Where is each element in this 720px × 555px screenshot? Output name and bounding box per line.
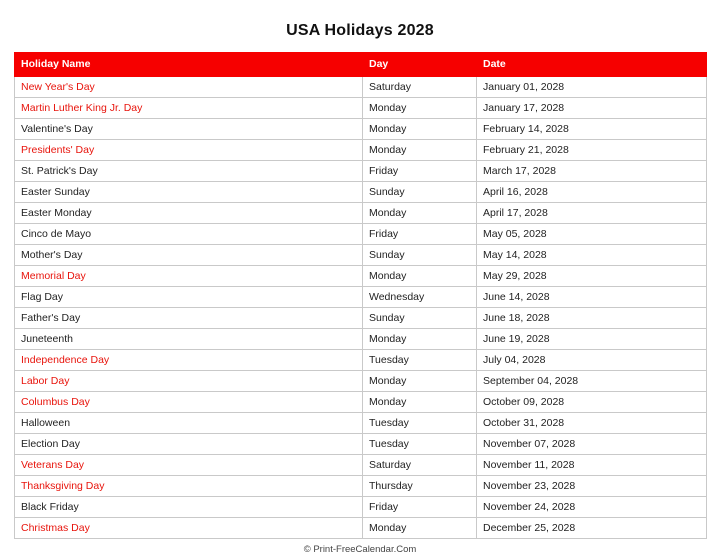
table-row (15, 392, 707, 413)
cell-date: October 31, 2028 (477, 413, 707, 434)
cell-holiday-name: Juneteenth (15, 329, 363, 350)
table-row (15, 77, 707, 98)
cell-date: November 11, 2028 (477, 455, 707, 476)
cell-day: Monday (363, 266, 477, 287)
column-header-day: Day (363, 53, 477, 77)
cell-holiday-name: Thanksgiving Day (15, 476, 363, 497)
cell-day: Tuesday (363, 434, 477, 455)
table-row (15, 119, 707, 140)
cell-day: Friday (363, 497, 477, 518)
cell-date: April 16, 2028 (477, 182, 707, 203)
cell-day: Sunday (363, 245, 477, 266)
table-row (15, 371, 707, 392)
cell-day: Tuesday (363, 350, 477, 371)
table-row (15, 329, 707, 350)
table-row (15, 287, 707, 308)
cell-day: Friday (363, 224, 477, 245)
cell-day: Friday (363, 161, 477, 182)
cell-holiday-name: Columbus Day (15, 392, 363, 413)
cell-date: November 07, 2028 (477, 434, 707, 455)
table-row (15, 455, 707, 476)
holidays-table (14, 52, 707, 539)
cell-day: Monday (363, 371, 477, 392)
cell-day: Saturday (363, 455, 477, 476)
cell-day: Monday (363, 203, 477, 224)
table-row (15, 266, 707, 287)
cell-holiday-name: Cinco de Mayo (15, 224, 363, 245)
cell-date: May 14, 2028 (477, 245, 707, 266)
cell-date: September 04, 2028 (477, 371, 707, 392)
table-row (15, 308, 707, 329)
cell-day: Monday (363, 518, 477, 539)
cell-holiday-name: Presidents' Day (15, 140, 363, 161)
cell-date: February 14, 2028 (477, 119, 707, 140)
cell-holiday-name: Easter Monday (15, 203, 363, 224)
cell-holiday-name: Christmas Day (15, 518, 363, 539)
cell-day: Sunday (363, 182, 477, 203)
cell-day: Monday (363, 140, 477, 161)
cell-day: Sunday (363, 308, 477, 329)
table-row (15, 161, 707, 182)
cell-holiday-name: Labor Day (15, 371, 363, 392)
cell-date: July 04, 2028 (477, 350, 707, 371)
table-row (15, 476, 707, 497)
cell-holiday-name: Mother's Day (15, 245, 363, 266)
table-row (15, 224, 707, 245)
cell-date: November 24, 2028 (477, 497, 707, 518)
table-body (15, 77, 707, 539)
column-header-date: Date (477, 53, 707, 77)
cell-date: April 17, 2028 (477, 203, 707, 224)
cell-date: June 18, 2028 (477, 308, 707, 329)
cell-day: Wednesday (363, 287, 477, 308)
cell-day: Monday (363, 119, 477, 140)
table-row (15, 203, 707, 224)
cell-holiday-name: St. Patrick's Day (15, 161, 363, 182)
table-row (15, 182, 707, 203)
cell-date: November 23, 2028 (477, 476, 707, 497)
footer-credit: © Print-FreeCalendar.Com (303, 544, 417, 555)
cell-holiday-name: New Year's Day (15, 77, 363, 98)
cell-date: March 17, 2028 (477, 161, 707, 182)
cell-date: June 19, 2028 (477, 329, 707, 350)
cell-date: January 17, 2028 (477, 98, 707, 119)
table-header (15, 53, 707, 77)
cell-day: Tuesday (363, 413, 477, 434)
column-header-holiday-name: Holiday Name (15, 53, 363, 77)
cell-holiday-name: Valentine's Day (15, 119, 363, 140)
cell-holiday-name: Flag Day (15, 287, 363, 308)
cell-date: October 09, 2028 (477, 392, 707, 413)
cell-day: Monday (363, 329, 477, 350)
cell-holiday-name: Halloween (15, 413, 363, 434)
table-row (15, 98, 707, 119)
table-row (15, 497, 707, 518)
cell-day: Monday (363, 392, 477, 413)
table-header-row (15, 53, 707, 77)
cell-holiday-name: Memorial Day (15, 266, 363, 287)
cell-holiday-name: Father's Day (15, 308, 363, 329)
cell-date: February 21, 2028 (477, 140, 707, 161)
cell-day: Monday (363, 98, 477, 119)
table-row (15, 245, 707, 266)
cell-holiday-name: Black Friday (15, 497, 363, 518)
cell-holiday-name: Veterans Day (15, 455, 363, 476)
page-title: USA Holidays 2028 (286, 22, 434, 39)
cell-date: December 25, 2028 (477, 518, 707, 539)
cell-date: May 29, 2028 (477, 266, 707, 287)
table-row (15, 140, 707, 161)
cell-day: Saturday (363, 77, 477, 98)
cell-date: May 05, 2028 (477, 224, 707, 245)
table-row (15, 350, 707, 371)
table-row (15, 434, 707, 455)
cell-date: January 01, 2028 (477, 77, 707, 98)
cell-holiday-name: Independence Day (15, 350, 363, 371)
cell-day: Thursday (363, 476, 477, 497)
cell-holiday-name: Election Day (15, 434, 363, 455)
cell-holiday-name: Martin Luther King Jr. Day (15, 98, 363, 119)
cell-date: June 14, 2028 (477, 287, 707, 308)
cell-holiday-name: Easter Sunday (15, 182, 363, 203)
table-row (15, 518, 707, 539)
table-row (15, 413, 707, 434)
